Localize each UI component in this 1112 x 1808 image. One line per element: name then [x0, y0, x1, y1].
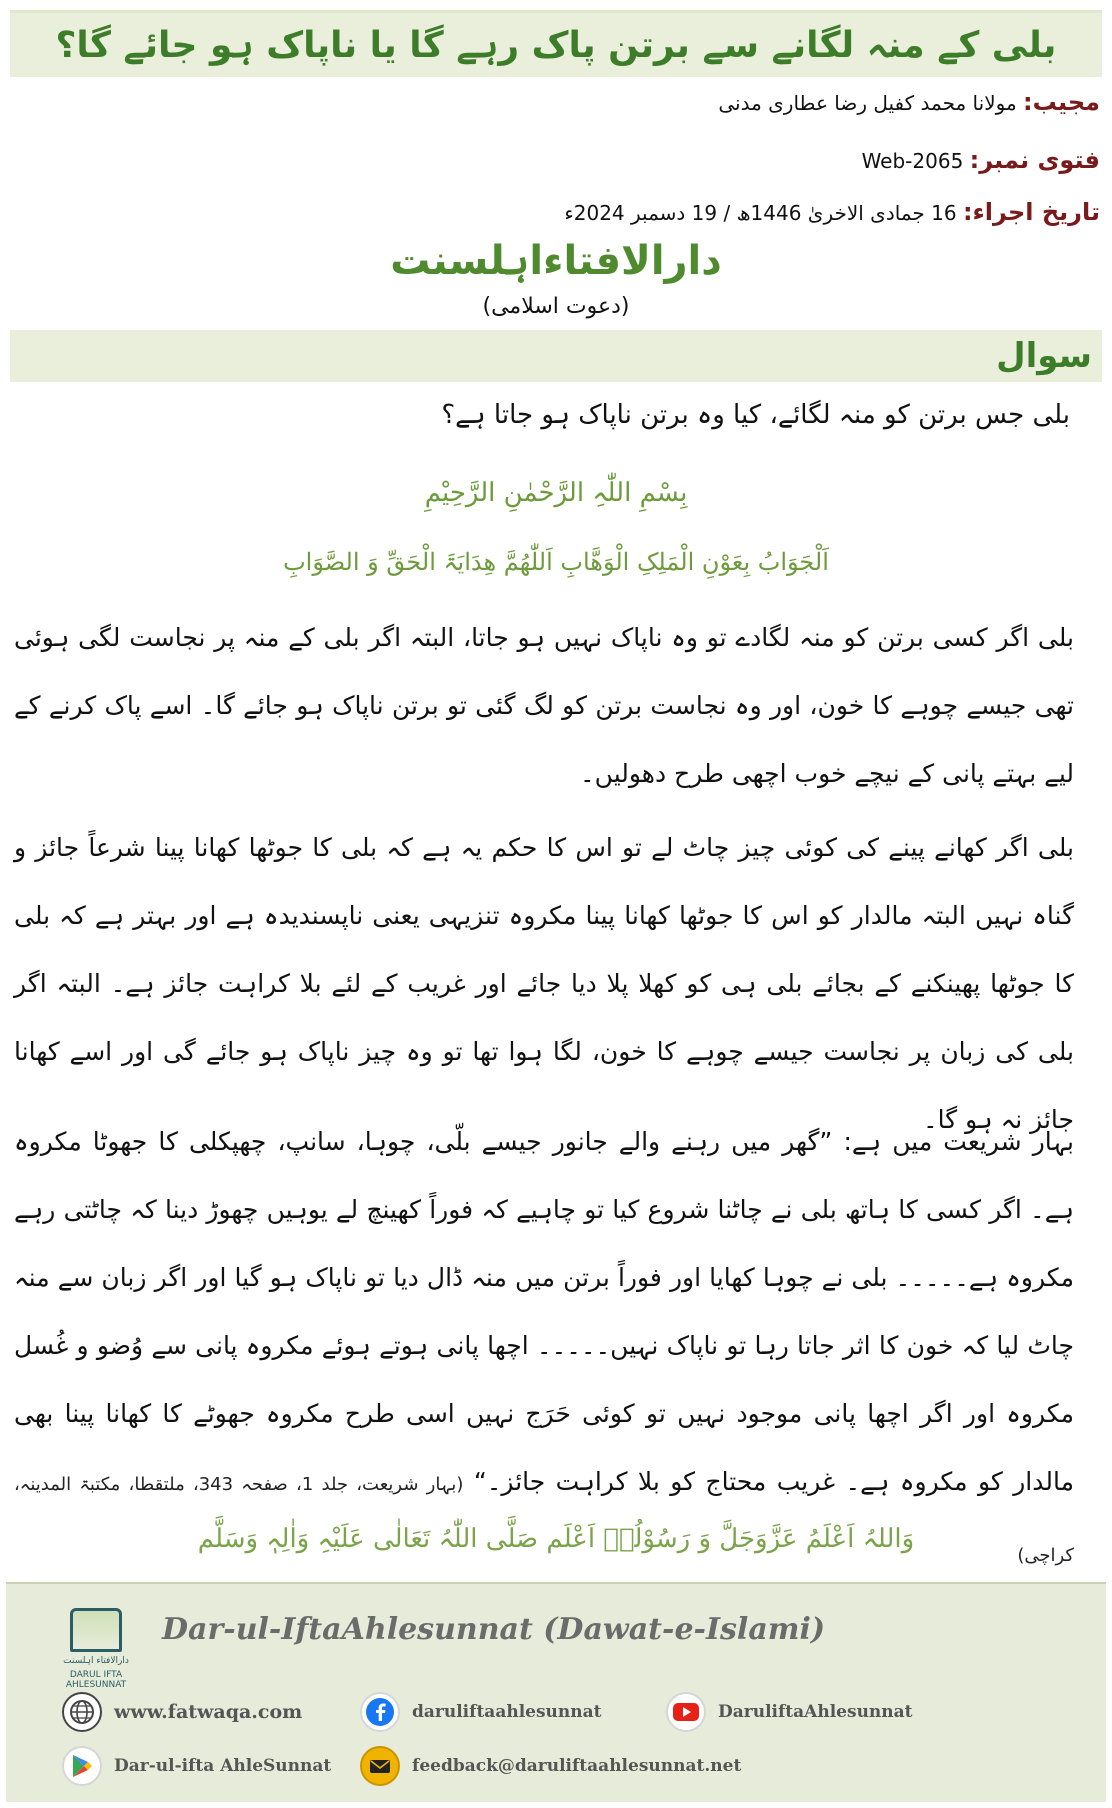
- facebook-link[interactable]: [360, 1692, 601, 1732]
- playstore-link[interactable]: [62, 1746, 331, 1786]
- mujeeb-label: مجیب:: [1023, 88, 1100, 116]
- date-row: [564, 198, 1100, 226]
- fatwa-value: Web-2065: [861, 149, 964, 173]
- youtube-text: DaruliftaAhlesunnat: [718, 1702, 913, 1722]
- bismillah: بِسْمِ اللّٰہِ الرَّحْمٰنِ الرَّحِیْمِ: [424, 478, 688, 508]
- footer: [6, 1582, 1106, 1802]
- playstore-text: Dar-ul-ifta AhleSunnat: [114, 1756, 332, 1776]
- fatwa-row: [862, 146, 1100, 174]
- quote-paragraph: [14, 1108, 1074, 1590]
- website-link[interactable]: [62, 1692, 302, 1732]
- question-text: بلی جس برتن کو منہ لگائے، کیا وہ برتن ناپاک ہو جاتا ہے؟: [441, 400, 1070, 430]
- date-label: تاریخ اجراء:: [962, 198, 1100, 226]
- answer-paragraph-1: بلی اگر کسی برتن کو منہ لگادے تو وہ ناپاک نہیں ہو جاتا، البتہ اگر بلی کے منہ پر نجاست لگی ہوئی تھی جیسے چوہے کا خون، اور وہ نجاست برتن کو لگ گئی تو برتن ناپاک ہو جائے گا۔ اسے پاک کرنے کے لیے بہتے پانی کے نیچے خوب اچھی طرح دھولیں۔: [14, 623, 1074, 788]
- youtube-link[interactable]: [666, 1692, 913, 1732]
- mujeeb-row: [718, 88, 1100, 116]
- email-link[interactable]: [360, 1746, 741, 1786]
- facebook-text: daruliftaahlesunnat: [412, 1702, 602, 1722]
- date-value: 16 جمادی الاخریٰ 1446ھ / 19 دسمبر 2024ء: [564, 201, 957, 225]
- website-text: www.fatwaqa.com: [114, 1701, 303, 1723]
- book-icon: [70, 1608, 122, 1652]
- darul-ifta-logo: [46, 1608, 146, 1692]
- globe-icon: [62, 1692, 102, 1732]
- footer-brand: Dar-ul-IftaAhlesunnat (Dawat-e-Islami): [162, 1612, 826, 1647]
- closing-dua: وَاللہُ اَعْلَمُ عَزَّوَجَلَّ وَ رَسُوْلُہٗ اَعْلَم صَلَّی اللّٰہُ تَعَالٰی عَلَیْہِ وَاٰلِہٖ وَسَلَّم: [197, 1524, 915, 1554]
- question-heading: سوال: [996, 336, 1092, 376]
- fatwa-label: فتوی نمبر:: [969, 146, 1100, 174]
- title-bar: [10, 10, 1102, 77]
- quote-text: بہار شریعت میں ہے: ”گھر میں رہنے والے جانور جیسے بلّی، چوہا، سانپ، چھپکلی کا جھوٹا مکروہ ہے۔ اگر کسی کا ہاتھ بلی نے چاٹنا شروع کیا تو چاہیے کہ فوراً کھینچ لے یوہیں چھوڑ دینا کہ چاٹتی رہے مکروہ ہے۔۔۔۔۔ بلی نے چوہا کھایا اور فوراً برتن میں منہ ڈال دیا تو ناپاک ہو گیا اور اگر زبان سے منہ چاٹ لیا کہ خون کا اثر جاتا رہا تو ناپاک نہیں۔۔۔۔۔ اچھا پانی ہوتے ہوئے مکروہ پانی سے وُضو و غُسل مکروہ اور اگر اچھا پانی موجود نہیں تو کوئی حَرَج نہیں اسی طرح مکروہ جھوٹے کا کھانا پینا بھی مالدار کو مکروہ ہے۔ غریب محتاج کو بلا کراہت جائز۔“: [14, 1127, 1074, 1496]
- logo-caption: دارالافتاء اہلسنت: [63, 1656, 129, 1666]
- play-store-icon: [62, 1746, 102, 1786]
- mail-icon: [360, 1746, 400, 1786]
- answer-opening: اَلْجَوَابُ بِعَوْنِ الْمَلِکِ الْوَھَّابِ اَللّٰھُمَّ ھِدَایَۃَ الْحَقِّ وَ الصَّوَابِ: [283, 548, 829, 576]
- dar-subtitle: (دعوت اسلامی): [482, 294, 630, 319]
- page-title: بلی کے منہ لگانے سے برتن پاک رہے گا یا ناپاک ہو جائے گا؟: [55, 24, 1057, 66]
- email-text: feedback@daruliftaahlesunnat.net: [412, 1756, 742, 1776]
- facebook-icon: [360, 1692, 400, 1732]
- question-heading-bar: [10, 330, 1102, 382]
- youtube-icon: [666, 1692, 706, 1732]
- answer-paragraph-2: بلی اگر کھانے پینے کی کوئی چیز چاٹ لے تو اس کا حکم یہ ہے کہ بلی کا جوٹھا کھانا پینا شرعاً جائز و گناہ نہیں البتہ مالدار کو اس کا جوٹھا کھانا پینا مکروہ تنزیہی یعنی ناپسندیدہ ہے اور بہتر ہے کہ بلی کا جوٹھا پھینکنے کے بجائے بلی ہی کو کھلا پلا دیا جائے اور غریب کے لئے بلا کراہت جائز ہے۔ البتہ اگر بلی کی زبان پر نجاست جیسے چوہے کا خون، لگا ہوا تھا تو وہ چیز ناپاک ہو جائے گی اور اسے کھانا جائز نہ ہو گا۔: [14, 833, 1074, 1134]
- dar-title: دارالافتاءاہلسنت: [390, 238, 722, 284]
- mujeeb-value: مولانا محمد کفیل رضا عطاری مدنی: [718, 91, 1017, 115]
- logo-caption-en: DARUL IFTA AHLESUNNAT: [65, 1670, 127, 1690]
- quote-reference: (بہار شریعت، جلد 1، صفحہ 343، ملتقطا، مکتبۃ المدینہ، کراچی): [14, 1474, 1074, 1566]
